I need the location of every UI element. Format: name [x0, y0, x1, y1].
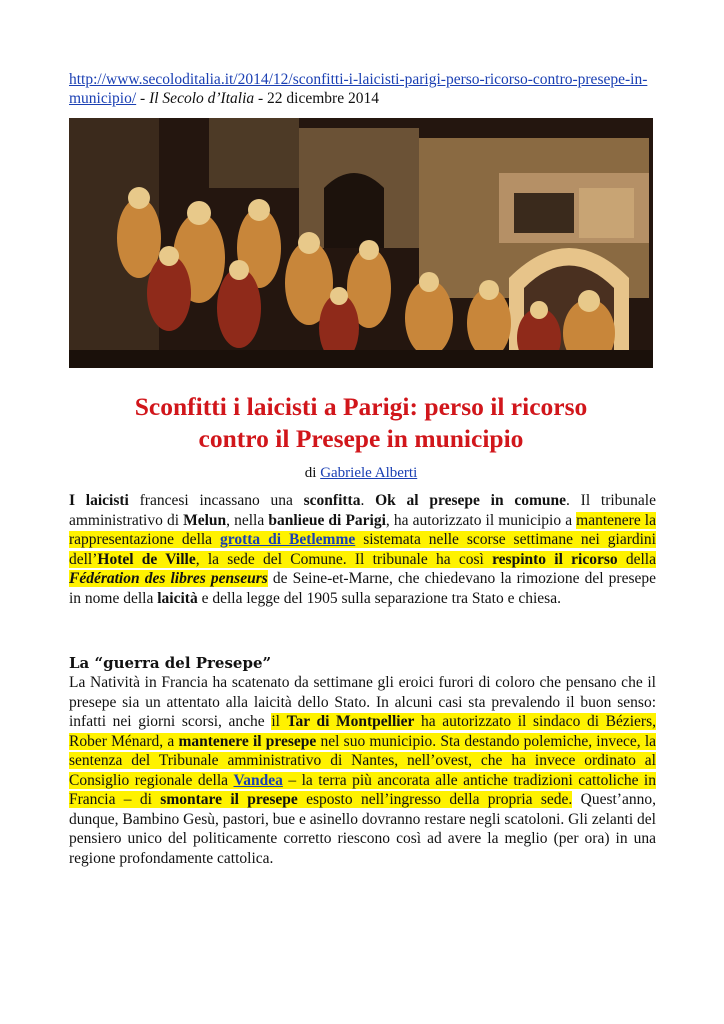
text-run: francesi incassano una [128, 492, 304, 509]
vandea-link[interactable]: Vandea [233, 771, 283, 789]
text-run: sistemata nelle scorse settimane nei giardini dell’ [69, 531, 656, 568]
article-title-line: contro il Presepe in municipio [198, 424, 524, 453]
source-separator: - [254, 90, 268, 107]
text-run: ha autorizzato il sindaco di Béziers, Rober Ménard, a [69, 713, 656, 750]
text-run: il [271, 713, 287, 730]
text-bold: laicità [157, 589, 198, 607]
intro-paragraph [69, 491, 656, 608]
text-run: , nella [226, 511, 269, 529]
grotta-di-betlemme-link[interactable]: grotta di Betlemme [220, 531, 356, 548]
text-run: Quest’anno, dunque, Bambino Gesù, pastori, bue e asinello dovranno restare negli scatoloni. Gli zelanti del pensiero unico del politicamente corretto riescono così ad avere la meglio (per ora) in una regione profondamente cattolica. [69, 791, 656, 867]
section-heading: La “guerra del Presepe” [69, 654, 272, 672]
text-bold: respinto il ricorso [492, 550, 618, 568]
text-run: . [360, 492, 376, 509]
publication-name: Il Secolo d’Italia [149, 90, 255, 107]
nativity-scene-illustration [69, 118, 653, 368]
text-bold: smontare il presepe [160, 791, 298, 808]
byline [69, 464, 653, 482]
source-line [69, 70, 659, 108]
text-bold: Tar di Montpellier [286, 713, 415, 730]
text-run: de Seine-et-Marne, che chiedevano la rimozione del presepe in nome della [69, 570, 656, 607]
author-link[interactable]: Gabriele Alberti [320, 465, 418, 481]
article-title-line: Sconfitti i laicisti a Parigi: perso il ricorso [134, 392, 588, 421]
text-bold: Melun [183, 511, 227, 529]
source-separator: - [136, 90, 150, 107]
body-paragraph [69, 673, 656, 868]
text-bold: Ok al presepe in comune [375, 492, 567, 509]
text-bold: sconfitta [303, 492, 361, 509]
text-bold-italic: Fédération des libres penseurs [69, 570, 268, 587]
publication-date: 22 dicembre 2014 [267, 90, 379, 107]
text-run: – la terra più ancorata alle antiche tradizioni cattoliche in Francia – di [69, 771, 656, 808]
text-run: , ha autorizzato il municipio a [385, 511, 577, 529]
byline-prefix: di [304, 465, 321, 481]
text-bold: Hotel de Ville [97, 550, 196, 568]
text-run: mantenere la rappresentazione della [69, 511, 656, 548]
text-bold: I laicisti [69, 492, 129, 509]
text-bold: mantenere il presepe [178, 732, 317, 750]
text-run: della [617, 550, 656, 568]
source-url-link[interactable]: http://www.secoloditalia.it/2014/12/sconfitti-i-laicisti-parigi-perso-ricorso-contro-presepe-in-municipio/ [69, 71, 648, 107]
text-run: e della legge del 1905 sulla separazione tra Stato e chiesa. [197, 589, 561, 607]
text-run: esposto nell’ingresso della propria sede. [297, 791, 573, 808]
text-bold: banlieue di Parigi [268, 511, 386, 529]
article-title [69, 391, 653, 455]
text-run: nel suo municipio. Sta destando polemiche, invece, la sentenza del Tribunale amministrativo di Nantes, nell’ovest, che ha invece ordinato al Consiglio regionale della [69, 732, 656, 789]
text-run: La Natività in Francia ha scatenato da settimane gli eroici furori di coloro che pensano che il presepe sia un attentato alla laicità dello Stato. In alcuni casi sta prevalendo il buon senso: infatti nei giorni scorsi, anche [69, 674, 656, 730]
text-run: , la sede del Comune. Il tribunale ha così [195, 550, 493, 568]
nativity-scene-photo [69, 118, 653, 368]
text-run: . Il tribunale amministrativo di [69, 492, 656, 529]
